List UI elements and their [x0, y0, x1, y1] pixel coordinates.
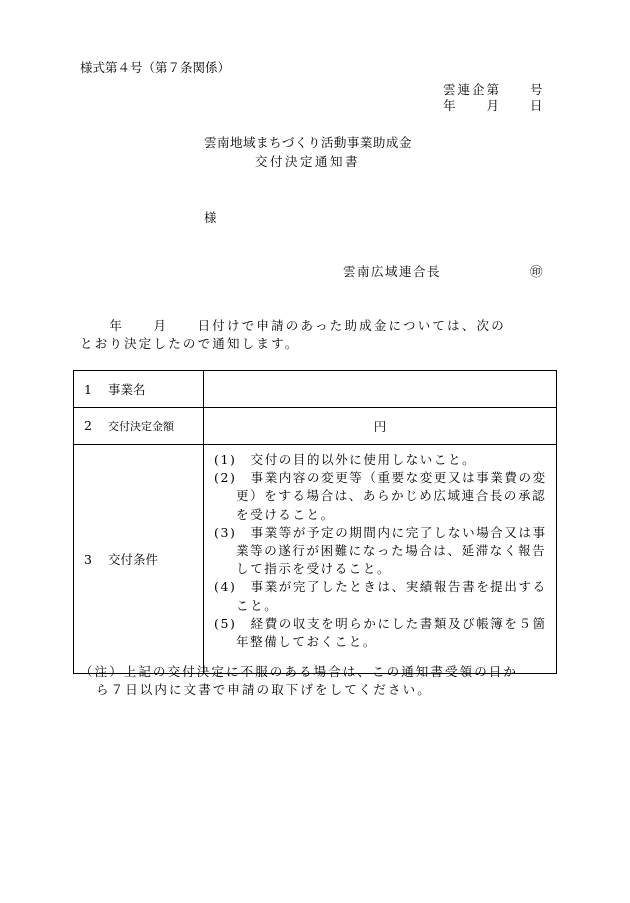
document-date: 年 月 日 [443, 98, 545, 113]
row-label-cell [74, 408, 204, 445]
condition-item: (4) 事業が完了したときは、実績報告書を提出すること。 [214, 579, 547, 613]
conditions-cell [204, 445, 557, 674]
grant-amount-field: 円 [204, 408, 557, 445]
row-number: 1 [84, 382, 92, 397]
row-label: 交付条件 [108, 552, 159, 567]
row-label: 事業名 [108, 382, 146, 397]
row-number: 3 [84, 552, 92, 567]
body-text-line-1: 年 月 日付けで申請のあった助成金については、次の [80, 318, 506, 333]
body-text-line-2: とおり決定したので通知します。 [80, 336, 300, 351]
grant-decision-table [73, 370, 557, 674]
issuer-name: 雲南広域連合長 [343, 264, 442, 279]
document-title-line-2: 交付決定通知書 [255, 154, 361, 169]
form-number: 様式第４号（第７条関係） [80, 60, 231, 75]
addressee-suffix: 様 [204, 210, 217, 225]
row-number: 2 [84, 418, 92, 433]
row-label-cell [74, 445, 204, 674]
condition-item: (3) 事業等が予定の期間内に完了しない場合又は事業等の遂行が困難になった場合は、延滞なく報告して指示を受けること。 [214, 524, 547, 577]
document-number: 雲連企第 号 [443, 82, 545, 97]
table-row [74, 445, 557, 674]
row-label-cell [74, 371, 204, 408]
condition-item: (2) 事業内容の変更等（重要な変更又は事業費の変更）をする場合は、あらかじめ広域連合長の承認を受けること。 [214, 470, 547, 522]
project-name-field [204, 371, 557, 408]
condition-item: (1) 交付の目的以外に使用しないこと。 [214, 452, 477, 467]
condition-item: (5) 経費の収支を明らかにした書類及び帳簿を５箇年整備しておくこと。 [214, 615, 547, 650]
note-line-1: （注）上記の交付決定に不服のある場合は、この通知書受領の日か [80, 664, 519, 679]
table-row [74, 408, 557, 445]
note-line-2: ら７日以内に文書で申請の取下げをしてください。 [96, 682, 432, 697]
seal-mark: ㊞ [530, 264, 543, 279]
table-row [74, 371, 557, 408]
row-label: 交付決定金額 [108, 420, 174, 433]
document-title-line-1: 雲南地域まちづくり活動事業助成金 [204, 135, 412, 150]
